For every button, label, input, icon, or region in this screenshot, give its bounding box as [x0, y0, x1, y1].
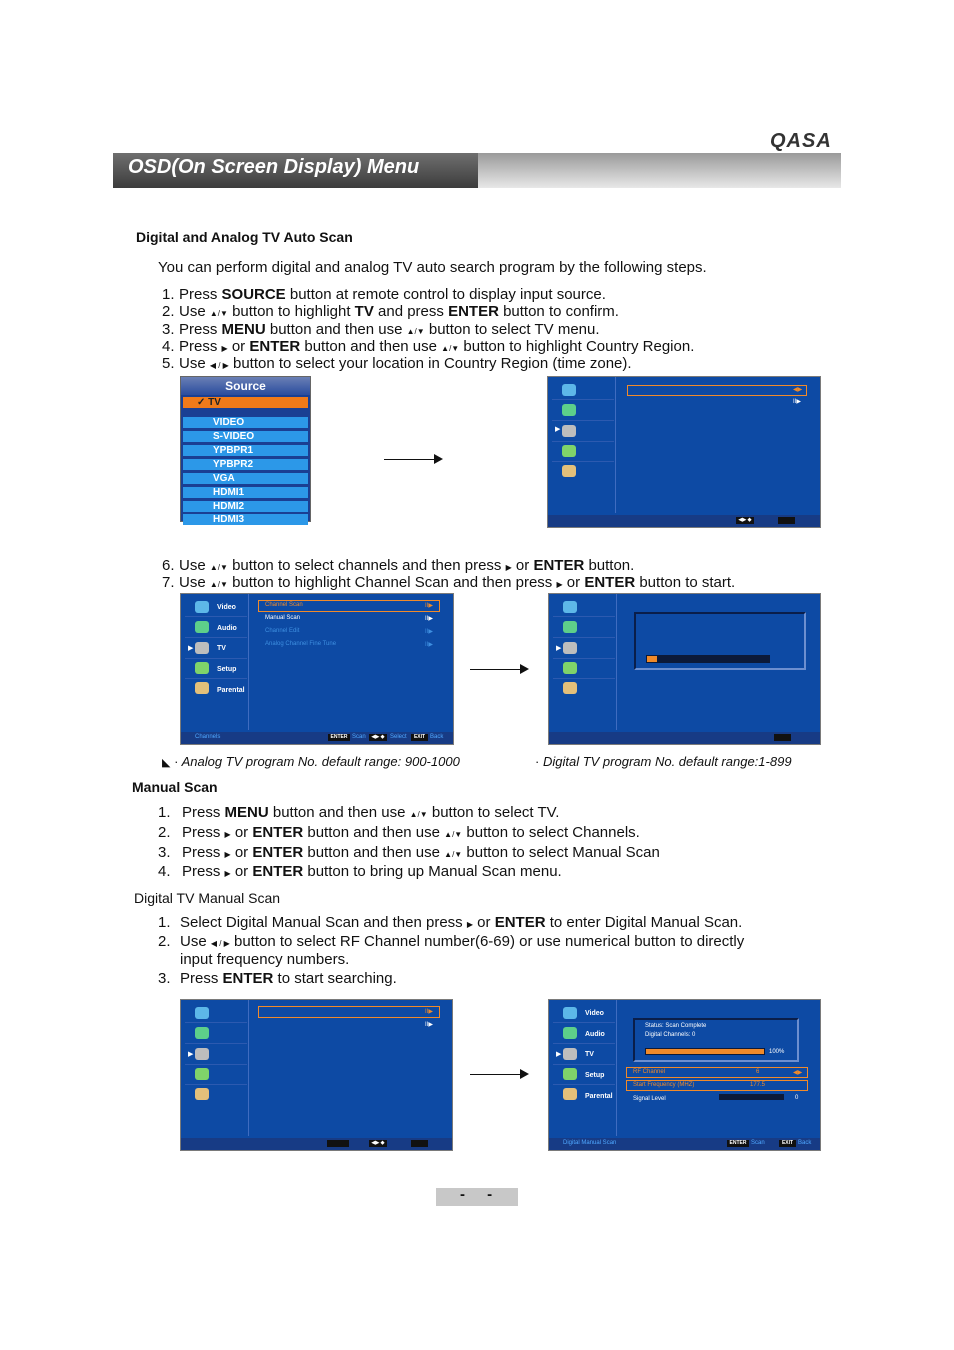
step-text: button to select TV. — [427, 804, 560, 821]
step-text: TV — [354, 303, 374, 321]
source-item-hdmi2[interactable] — [183, 501, 308, 512]
page-title: OSD(On Screen Display) Menu — [128, 156, 420, 178]
step-text: button to confirm. — [498, 303, 619, 321]
digital-manual-scan-screen — [548, 999, 821, 1151]
step-text: or — [227, 337, 250, 355]
tv-icon — [563, 642, 577, 654]
page-number: - - — [460, 1186, 493, 1203]
arrow-line — [470, 1074, 520, 1075]
step-row — [158, 824, 640, 843]
enter-arrow-icon: II▶ — [425, 1022, 433, 1028]
arrow-right-icon — [434, 454, 443, 464]
step-text: ENTER — [533, 557, 585, 574]
step-text: Press — [179, 337, 222, 355]
step-text: Press — [179, 286, 222, 303]
step-text: button to select Manual Scan — [462, 843, 660, 861]
source-item-label: VGA — [213, 473, 235, 484]
arrow-key-icon: ▲/▼ — [209, 580, 228, 590]
rf-channel-label: RF Channel — [633, 1069, 666, 1075]
tv-icon — [195, 642, 209, 654]
bottom-bar — [549, 1138, 820, 1150]
menu-item-channel-edit[interactable]: Channel Edit — [265, 628, 300, 634]
step-text: button to start. — [635, 574, 736, 592]
selector-arrow-icon: ▶ — [556, 645, 562, 652]
step-number: 1. — [158, 804, 171, 821]
source-item-video[interactable] — [183, 417, 308, 428]
sidebar-label-setup: Setup — [217, 666, 237, 673]
tv-scan-screen — [548, 593, 821, 745]
step-text: to start searching. — [273, 969, 397, 987]
source-menu — [180, 376, 311, 525]
source-item-label: TV — [208, 397, 221, 408]
left-right-arrows-icon: ◀▶ — [793, 1070, 803, 1076]
step-text: or — [230, 863, 253, 881]
menu-item-channel-scan[interactable]: Channel Scan — [265, 602, 303, 608]
step-text: Use — [179, 557, 210, 574]
sidebar-label-audio: Audio — [585, 1031, 605, 1038]
step-text: ENTER — [584, 574, 636, 592]
step-text: Press — [182, 804, 225, 821]
enter-button[interactable]: ENTER — [328, 734, 350, 741]
step-number: 3. — [162, 320, 175, 338]
scan-status-text: Status: Scan Complete — [645, 1023, 707, 1029]
digital-channels-text: Digital Channels: 0 — [645, 1032, 696, 1038]
exit-button[interactable] — [774, 734, 791, 741]
enter-arrow-icon: II▶ — [425, 616, 433, 622]
intro-text: You can perform digital and analog TV auto search program by the following steps. — [158, 259, 707, 276]
source-item-label: S-VIDEO — [213, 431, 255, 442]
exit-button[interactable]: EXIT — [411, 734, 428, 741]
arrow-key-icon: ▶ — [466, 920, 473, 929]
step-text: button and then use — [300, 337, 442, 355]
arrow-key-icon: ▶ — [224, 849, 231, 859]
step-text: input frequency numbers. — [180, 951, 350, 968]
step-row — [158, 804, 559, 823]
arrow-key-icon: ▲/▼ — [406, 326, 425, 336]
step-text: button to select your location in Country Region (time zone). — [228, 355, 632, 373]
scan-progress-fill — [647, 656, 657, 662]
source-item-label: YPBPR1 — [213, 445, 254, 456]
bottom-bar — [549, 732, 820, 744]
source-item-ypbpr2[interactable] — [183, 459, 308, 470]
check-icon: ✓ — [197, 397, 209, 408]
source-item-label: VIDEO — [213, 417, 245, 428]
exit-button[interactable] — [411, 1140, 428, 1147]
setup-icon — [195, 662, 209, 674]
enter-arrow-icon: II▶ — [425, 1009, 433, 1015]
bottom-label-channels: Channels — [195, 734, 221, 740]
step-row — [158, 970, 397, 987]
step-row — [162, 355, 632, 374]
step-row — [162, 286, 606, 303]
back-label: Back — [798, 1140, 812, 1146]
sidebar-label-video: Video — [585, 1010, 604, 1017]
step-number: 1. — [162, 286, 175, 303]
source-item-ypbpr1[interactable] — [183, 445, 308, 456]
tv-icon — [563, 1048, 577, 1060]
step-text: or — [473, 914, 495, 931]
step-number: 7. — [162, 574, 175, 592]
step-text: button to highlight Channel Scan and then press — [227, 574, 557, 592]
rf-channel-value: 6 — [756, 1069, 760, 1075]
sidebar-label-video: Video — [217, 604, 236, 611]
enter-arrow-icon: II▶ — [793, 399, 801, 405]
arrow-line — [384, 459, 434, 460]
setup-icon — [563, 1068, 577, 1080]
step-text: button. — [584, 557, 635, 574]
enter-arrow-icon: II▶ — [425, 629, 433, 635]
step-number: 2. — [162, 303, 175, 321]
arrow-right-icon — [520, 664, 529, 674]
step-row — [158, 951, 349, 968]
parental-icon — [563, 1088, 577, 1100]
step-text: ENTER — [494, 914, 546, 931]
arrow-key-icon: ▲/▼ — [444, 829, 463, 839]
arrow-right-icon — [520, 1069, 529, 1079]
section-heading-auto-scan: Digital and Analog TV Auto Scan — [136, 229, 353, 245]
setup-icon — [563, 662, 577, 674]
step-text: ENTER — [252, 863, 304, 881]
source-item-hdmi1[interactable] — [183, 487, 308, 498]
step-row — [158, 863, 562, 882]
selector-arrow-icon: ▶ — [188, 645, 194, 652]
arrow-key-icon: ▶ — [224, 869, 231, 879]
step-text: Use — [180, 932, 211, 950]
step-number: 4. — [158, 863, 171, 881]
sidebar-label-parental: Parental — [217, 687, 245, 694]
step-text: Press — [182, 823, 225, 841]
select-label: Select — [390, 734, 407, 740]
step-text: Use — [179, 574, 210, 592]
bottom-bar — [181, 732, 453, 744]
step-text: button to highlight — [227, 303, 355, 321]
enter-button[interactable] — [327, 1140, 349, 1147]
arrow-key-icon: ▲/▼ — [409, 810, 428, 819]
parental-icon — [562, 465, 576, 477]
step-number: 6. — [162, 557, 175, 574]
video-icon — [563, 601, 577, 613]
arrow-key-icon: ▲/▼ — [209, 309, 228, 319]
source-menu-title: Source — [181, 377, 310, 395]
selector-arrow-icon: ▶ — [188, 1051, 194, 1058]
step-text: SOURCE — [221, 286, 286, 303]
section-heading-digital-manual-scan: Digital TV Manual Scan — [134, 890, 281, 906]
parental-icon — [195, 682, 209, 694]
menu-sidebar — [181, 594, 249, 730]
step-text: button and then use — [303, 843, 445, 861]
step-text: Use — [179, 355, 210, 373]
highlight-digital-manual-scan[interactable] — [258, 1006, 440, 1018]
start-frequency-label: Start Frequency (MHZ) — [633, 1082, 695, 1088]
arrow-key-icon: ◀ / ▶ — [210, 938, 230, 948]
tv-menu-screen-d — [180, 999, 453, 1151]
menu-sidebar — [548, 377, 616, 513]
sidebar-label-setup: Setup — [585, 1072, 605, 1079]
pointer-icon: ◣ — [162, 757, 171, 769]
step-text: button and then use — [303, 823, 445, 841]
arrow-line — [470, 669, 520, 670]
scan-label: Scan — [751, 1140, 765, 1146]
signal-level-value: 0 — [795, 1095, 799, 1101]
audio-icon — [562, 404, 576, 416]
step-number: 1. — [158, 914, 171, 931]
arrow-key-icon: ▲/▼ — [441, 343, 460, 353]
step-text: ENTER — [252, 843, 304, 861]
tv-icon — [562, 425, 576, 437]
video-icon — [562, 384, 576, 396]
exit-button[interactable]: EXIT — [779, 1140, 796, 1147]
menu-item-fine-tune[interactable]: Analog Channel Fine Tune — [265, 641, 337, 647]
tv-icon — [195, 1048, 209, 1060]
tv-menu-screen-b — [180, 593, 454, 745]
step-text: button to select Channels. — [462, 823, 640, 841]
source-item-label: HDMI3 — [213, 514, 245, 525]
highlight-country-region[interactable] — [627, 385, 807, 396]
step-text: or — [230, 823, 253, 841]
step-text: button to select RF Channel number(6-69) or use numerical button to directly — [229, 932, 745, 950]
step-number: 2. — [158, 932, 171, 950]
start-frequency-value: 177.5 — [750, 1082, 766, 1088]
source-item-vga[interactable] — [183, 473, 308, 484]
step-text: ENTER — [222, 969, 274, 987]
exit-button[interactable] — [778, 517, 795, 524]
source-item-s-video[interactable] — [183, 431, 308, 442]
left-right-arrows-icon: ◀▶ — [793, 387, 803, 393]
step-text: ENTER — [252, 823, 304, 841]
step-text: ENTER — [249, 337, 301, 355]
source-item-label: YPBPR2 — [213, 459, 254, 470]
arrow-key-icon: ▶ — [556, 580, 563, 590]
analog-range-text: Analog TV program No. default range: 900-1000 — [181, 754, 460, 769]
source-item-tv[interactable] — [183, 397, 308, 408]
back-label: Back — [430, 734, 444, 740]
step-row — [158, 933, 744, 952]
selector-arrow-icon: ▶ — [555, 426, 561, 433]
step-text: Press — [179, 320, 222, 338]
menu-sidebar — [549, 1000, 617, 1136]
video-icon — [195, 601, 209, 613]
sidebar-label-parental: Parental — [585, 1093, 613, 1100]
menu-sidebar — [181, 1000, 249, 1136]
section-heading-manual-scan: Manual Scan — [132, 779, 218, 795]
step-row — [158, 914, 742, 933]
digital-range-text: Digital TV program No. default range:1-899 — [542, 754, 792, 769]
step-text: or — [562, 574, 585, 592]
brand-logo: QASA — [770, 130, 832, 152]
step-text: button at remote control to display input source. — [285, 286, 606, 303]
bottom-bar — [181, 1138, 452, 1150]
source-item-label: HDMI1 — [213, 487, 245, 498]
nav-arrows-icon: ◀▶ ◆ — [736, 517, 754, 524]
selector-arrow-icon: ▶ — [556, 1051, 562, 1058]
enter-button[interactable]: ENTER — [727, 1140, 749, 1147]
tv-menu-screen-a — [547, 376, 821, 528]
sidebar-label-tv: TV — [585, 1051, 594, 1058]
signal-level-label: Signal Level — [633, 1096, 666, 1102]
step-text: MENU — [224, 804, 269, 821]
source-item-hdmi3[interactable] — [183, 514, 308, 525]
step-text: Press — [182, 843, 225, 861]
arrow-key-icon: ▶ — [505, 563, 512, 572]
arrow-key-icon: ▲/▼ — [444, 849, 463, 859]
step-text: button and then use — [268, 804, 410, 821]
signal-level-bar — [719, 1094, 784, 1100]
step-text: button to select TV menu. — [424, 320, 600, 338]
enter-arrow-icon: II▶ — [425, 642, 433, 648]
step-number: 3. — [158, 843, 171, 861]
parental-icon — [195, 1088, 209, 1100]
audio-icon — [563, 1027, 577, 1039]
arrow-key-icon: ▲/▼ — [209, 563, 228, 572]
step-number: 2. — [158, 823, 171, 841]
menu-item-manual-scan[interactable]: Manual Scan — [265, 615, 301, 621]
nav-arrows-icon: ◀▶ ◆ — [369, 1140, 387, 1147]
step-text: Press — [180, 969, 223, 987]
step-text: or — [230, 843, 253, 861]
step-text: button to bring up Manual Scan menu. — [303, 863, 562, 881]
bottom-bar — [548, 515, 820, 527]
step-text: to enter Digital Manual Scan. — [545, 914, 743, 931]
step-text: button and then use — [265, 320, 407, 338]
arrow-key-icon: ▶ — [221, 343, 228, 353]
menu-sidebar — [549, 594, 617, 730]
scan-label: Scan — [352, 734, 366, 740]
step-row — [158, 844, 660, 863]
step-text: MENU — [221, 320, 266, 338]
sidebar-label-audio: Audio — [217, 625, 237, 632]
nav-arrows-icon: ◀▶ ◆ — [369, 734, 387, 741]
enter-arrow-icon: II▶ — [425, 603, 433, 609]
audio-icon — [195, 1027, 209, 1039]
source-item-label: HDMI2 — [213, 501, 245, 512]
step-text: and press — [373, 303, 449, 321]
video-icon — [195, 1007, 209, 1019]
audio-icon — [195, 621, 209, 633]
video-icon — [563, 1007, 577, 1019]
step-text: button to highlight Country Region. — [459, 337, 695, 355]
analog-range-note: ◣ · Analog TV program No. default range: 900-1000 — [162, 754, 460, 769]
audio-icon — [563, 621, 577, 633]
arrow-key-icon: ▶ — [224, 829, 231, 839]
setup-icon — [195, 1068, 209, 1080]
step-text: ENTER — [448, 303, 499, 321]
setup-icon — [562, 445, 576, 457]
step-number: 4. — [162, 337, 175, 355]
step-text: Select Digital Manual Scan and then press — [180, 914, 467, 931]
parental-icon — [563, 682, 577, 694]
step-text: Press — [182, 863, 225, 881]
progress-fill — [646, 1049, 764, 1054]
step-text: Use — [179, 303, 210, 321]
arrow-key-icon: ◀ / ▶ — [209, 361, 229, 371]
bottom-label-digital-manual-scan: Digital Manual Scan — [563, 1140, 617, 1146]
progress-percent: 100% — [769, 1049, 785, 1055]
step-number: 3. — [158, 969, 171, 987]
scan-progress-track — [646, 655, 770, 663]
step-row — [162, 574, 735, 593]
digital-range-note: · Digital TV program No. default range:1-899 — [535, 754, 792, 769]
step-number: 5. — [162, 355, 175, 373]
step-text: or — [511, 557, 534, 574]
banner-gradient — [478, 153, 841, 188]
sidebar-label-tv: TV — [217, 645, 226, 652]
step-text: button to select channels and then press — [227, 557, 506, 574]
